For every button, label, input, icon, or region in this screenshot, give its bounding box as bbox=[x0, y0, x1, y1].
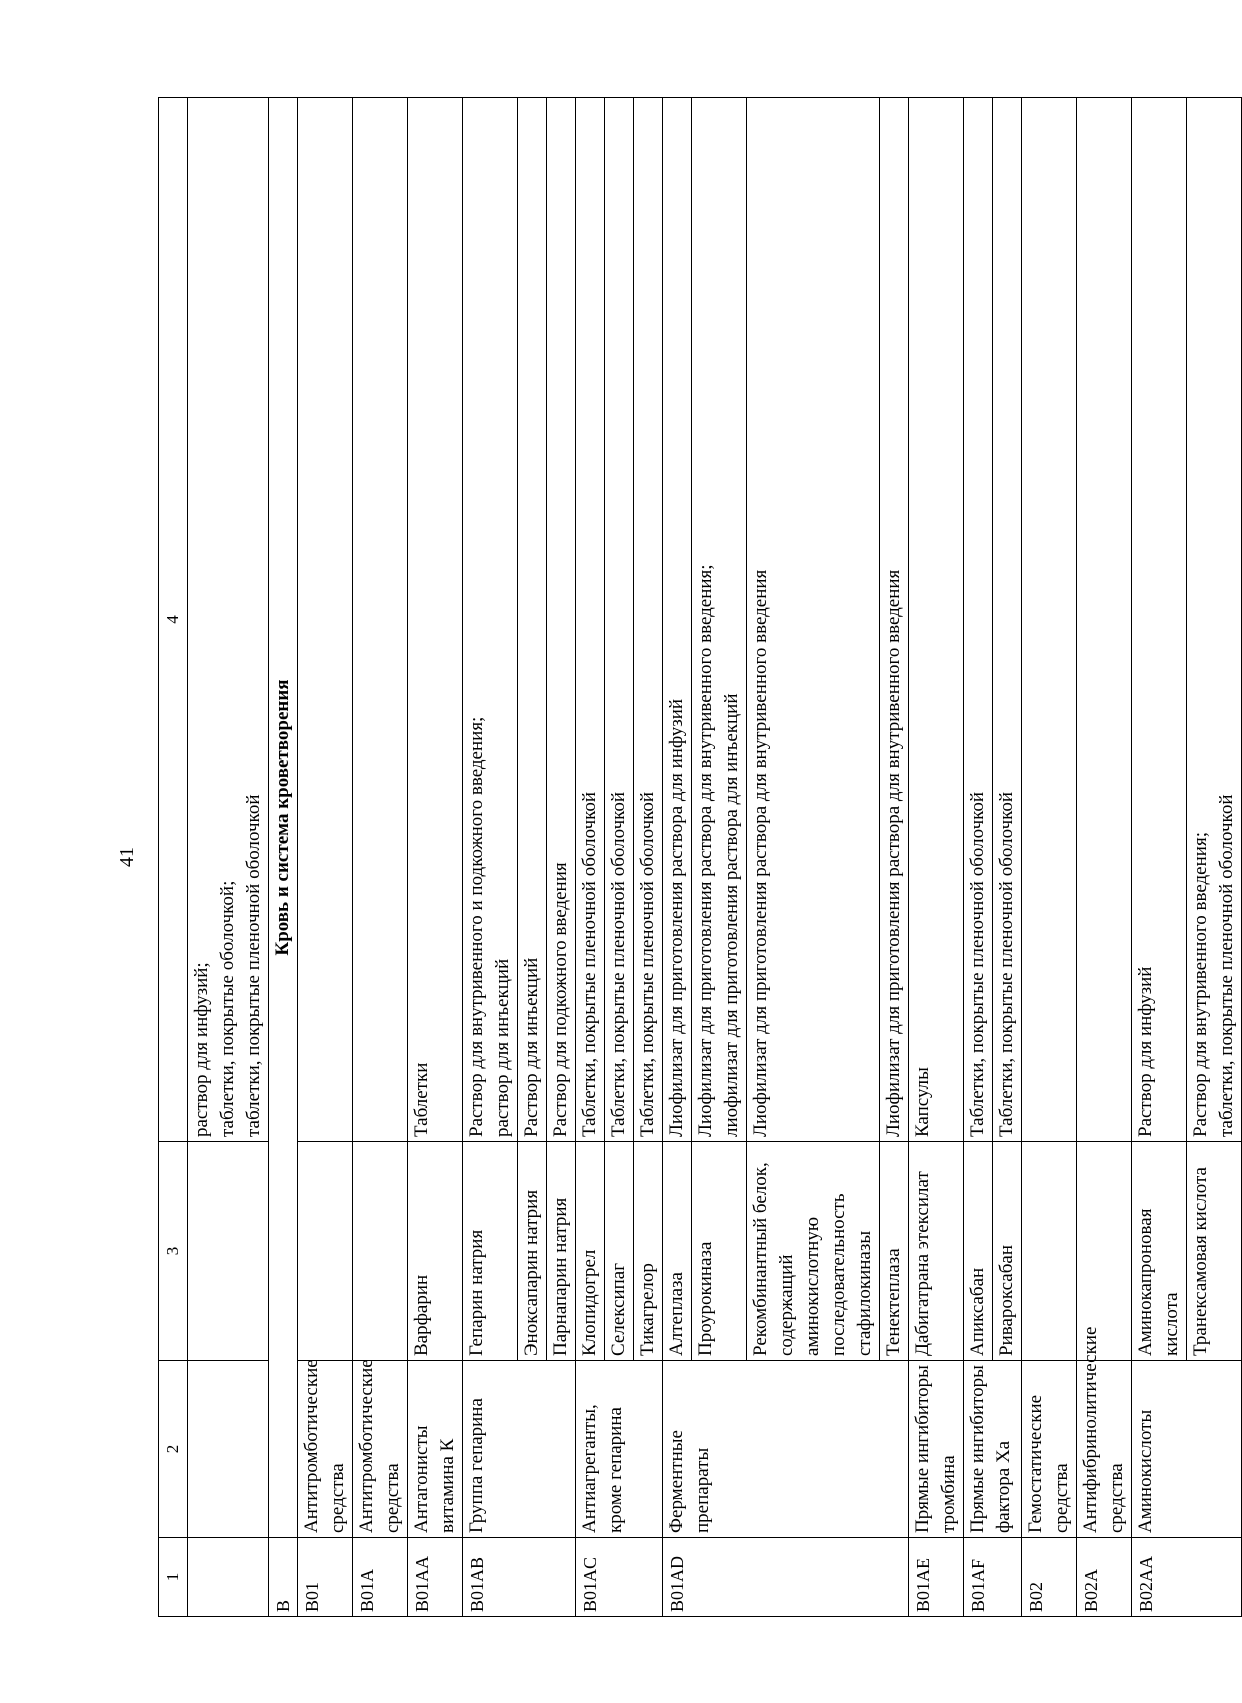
group-name: Антитромботические средства bbox=[298, 1361, 353, 1538]
dosage-forms bbox=[1187, 98, 1242, 1142]
dosage-forms bbox=[747, 98, 880, 1142]
group-name: Антагонисты витамина К bbox=[408, 1361, 463, 1538]
dosage-form: Таблетки bbox=[411, 1062, 432, 1137]
dosage-form: раствор для инъекций bbox=[492, 958, 513, 1137]
drug-name: Дабигатрана этексилат bbox=[909, 1142, 964, 1361]
dosage-forms bbox=[518, 98, 547, 1142]
dosage-forms bbox=[298, 98, 353, 1142]
dosage-form: раствор для инфузий; bbox=[191, 962, 212, 1137]
drug-name: Аминокапроновая кислота bbox=[1132, 1142, 1187, 1361]
drug-name bbox=[353, 1142, 408, 1361]
dosage-form: Капсулы bbox=[912, 1067, 933, 1137]
group-name bbox=[188, 1361, 269, 1538]
atc-code: B02AA bbox=[1132, 1538, 1242, 1617]
dosage-forms bbox=[692, 98, 747, 1142]
dosage-form: лиофилизат для приготовления раствора для инъекций bbox=[721, 693, 742, 1137]
group-name: Прямые ингибиторы тромбина bbox=[909, 1361, 964, 1538]
group-name: Антифибринолитические средства bbox=[1077, 1361, 1132, 1538]
page-number: 41 bbox=[116, 847, 138, 867]
dosage-form: Таблетки, покрытые пленочной оболочкой bbox=[637, 791, 658, 1137]
dosage-form: Таблетки, покрытые пленочной оболочкой bbox=[967, 791, 988, 1137]
dosage-form: Лиофилизат для приготовления раствора для внутривенного введения; bbox=[695, 564, 716, 1137]
atc-code: B01AD bbox=[663, 1538, 909, 1617]
dosage-forms bbox=[188, 98, 269, 1142]
drug-name: Апиксабан bbox=[964, 1142, 993, 1361]
header-cell: 2 bbox=[159, 1361, 188, 1538]
dosage-form: Раствор для подкожного введения bbox=[550, 862, 571, 1137]
section-title: Кровь и система кроветворения bbox=[269, 98, 298, 1538]
drug-name: Гепарин натрия bbox=[463, 1142, 518, 1361]
table-row bbox=[1077, 98, 1132, 1617]
dosage-forms bbox=[909, 98, 964, 1142]
dosage-form: таблетки, покрытые пленочной оболочкой bbox=[1216, 794, 1237, 1137]
group-name: Группа гепарина bbox=[463, 1361, 576, 1538]
drug-name bbox=[1022, 1142, 1077, 1361]
dosage-form: Раствор для инфузий bbox=[1135, 966, 1156, 1137]
atc-code: B01AA bbox=[408, 1538, 463, 1617]
drug-name bbox=[188, 1142, 269, 1361]
rotated-table-wrapper bbox=[158, 97, 1237, 1617]
dosage-forms bbox=[993, 98, 1022, 1142]
table-row bbox=[663, 98, 692, 1617]
table-row bbox=[576, 98, 605, 1617]
dosage-forms bbox=[964, 98, 993, 1142]
atc-code: B02 bbox=[1022, 1538, 1077, 1617]
table-row bbox=[909, 98, 964, 1617]
drug-name: Транексамовая кислота bbox=[1187, 1142, 1242, 1361]
drug-name: Проурокиназа bbox=[692, 1142, 747, 1361]
table-row bbox=[1132, 98, 1187, 1617]
table-row bbox=[463, 98, 518, 1617]
group-name: Аминокислоты bbox=[1132, 1361, 1242, 1538]
table-row bbox=[188, 98, 269, 1617]
dosage-form: Таблетки, покрытые пленочной оболочкой bbox=[608, 791, 629, 1137]
atc-code: B01AB bbox=[463, 1538, 576, 1617]
dosage-form: таблетки, покрытые пленочной оболочкой bbox=[243, 794, 264, 1137]
group-name: Ферментные препараты bbox=[663, 1361, 909, 1538]
drug-name: Рекомбинантный белок, содержащий аминокислотную последовательность стафилокиназы bbox=[747, 1142, 880, 1361]
dosage-forms bbox=[1022, 98, 1077, 1142]
dosage-form: Раствор для внутривенного введения; bbox=[1190, 832, 1211, 1137]
dosage-forms bbox=[576, 98, 605, 1142]
dosage-forms bbox=[353, 98, 408, 1142]
drug-name: Парнапарин натрия bbox=[547, 1142, 576, 1361]
table-row bbox=[298, 98, 353, 1617]
drug-name: Эноксапарин натрия bbox=[518, 1142, 547, 1361]
dosage-form: Лиофилизат для приготовления раствора для внутривенного введения bbox=[883, 569, 904, 1137]
dosage-forms bbox=[634, 98, 663, 1142]
dosage-forms bbox=[547, 98, 576, 1142]
header-cell: 4 bbox=[159, 98, 188, 1142]
table-row bbox=[1022, 98, 1077, 1617]
dosage-form: Лиофилизат для приготовления раствора для инфузий bbox=[666, 698, 687, 1137]
drug-name: Селексипаг bbox=[605, 1142, 634, 1361]
dosage-forms bbox=[1077, 98, 1132, 1142]
drug-name: Ривароксабан bbox=[993, 1142, 1022, 1361]
table-row bbox=[408, 98, 463, 1617]
atc-code: B01AE bbox=[909, 1538, 964, 1617]
dosage-form: Лиофилизат для приготовления раствора для внутривенного введения bbox=[750, 569, 771, 1137]
section-row bbox=[269, 98, 298, 1617]
dosage-form: Раствор для внутривенного и подкожного введения; bbox=[466, 716, 487, 1137]
medication-table bbox=[158, 97, 1242, 1617]
dosage-forms bbox=[663, 98, 692, 1142]
dosage-forms bbox=[463, 98, 518, 1142]
drug-name: Тенектеплаза bbox=[880, 1142, 909, 1361]
group-name: Прямые ингибиторы фактора Xa bbox=[964, 1361, 1022, 1538]
drug-name bbox=[298, 1142, 353, 1361]
group-name: Антиагреганты, кроме гепарина bbox=[576, 1361, 663, 1538]
header-cell: 3 bbox=[159, 1142, 188, 1361]
dosage-form: Таблетки, покрытые пленочной оболочкой bbox=[996, 791, 1017, 1137]
drug-name: Варфарин bbox=[408, 1142, 463, 1361]
drug-name: Алтеплаза bbox=[663, 1142, 692, 1361]
atc-code: B01AC bbox=[576, 1538, 663, 1617]
atc-code: B bbox=[269, 1538, 298, 1617]
atc-code: B02A bbox=[1077, 1538, 1132, 1617]
atc-code bbox=[188, 1538, 269, 1617]
dosage-forms bbox=[880, 98, 909, 1142]
dosage-forms bbox=[408, 98, 463, 1142]
header-cell: 1 bbox=[159, 1538, 188, 1617]
group-name: Антитромботические средства bbox=[353, 1361, 408, 1538]
table-row bbox=[353, 98, 408, 1617]
drug-name: Тикагрелор bbox=[634, 1142, 663, 1361]
dosage-forms bbox=[605, 98, 634, 1142]
dosage-form: Раствор для инъекций bbox=[521, 957, 542, 1137]
dosage-forms bbox=[1132, 98, 1187, 1142]
drug-name: Клопидогрел bbox=[576, 1142, 605, 1361]
atc-code: B01 bbox=[298, 1538, 353, 1617]
atc-code: B01A bbox=[353, 1538, 408, 1617]
atc-code: B01AF bbox=[964, 1538, 1022, 1617]
table-row bbox=[964, 98, 993, 1617]
dosage-form: таблетки, покрытые оболочкой; bbox=[217, 880, 238, 1137]
header-row bbox=[159, 98, 188, 1617]
group-name: Гемостатические средства bbox=[1022, 1361, 1077, 1538]
dosage-form: Таблетки, покрытые пленочной оболочкой bbox=[579, 791, 600, 1137]
